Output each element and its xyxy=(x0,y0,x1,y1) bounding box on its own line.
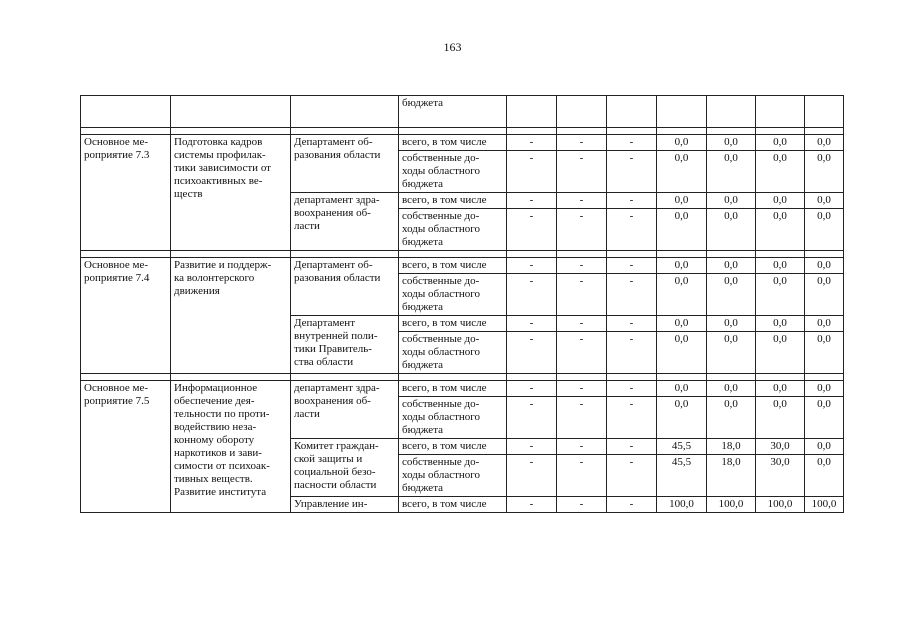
value-cell: - xyxy=(607,135,657,151)
cell-empty xyxy=(81,374,171,381)
cell-empty xyxy=(756,374,805,381)
value-cell: 0,0 xyxy=(657,209,707,251)
value-cell: - xyxy=(557,316,607,332)
source-cell: всего, в том числе xyxy=(399,258,507,274)
cell-empty xyxy=(507,251,557,258)
value-cell: 0,0 xyxy=(707,332,756,374)
page-number: 163 xyxy=(443,40,462,54)
value-cell: 0,0 xyxy=(657,381,707,397)
executor-cell: департамент здра- воохранения об- ласти xyxy=(291,193,399,251)
measure-cell: Основное ме- роприятие 7.3 xyxy=(81,135,171,251)
value-cell: 30,0 xyxy=(756,455,805,497)
value-cell: 0,0 xyxy=(707,397,756,439)
value-cell: - xyxy=(607,497,657,513)
value-cell: 100,0 xyxy=(707,497,756,513)
value-cell: - xyxy=(507,274,557,316)
cell-empty xyxy=(557,96,607,128)
cell-empty xyxy=(171,251,291,258)
cell-empty xyxy=(399,251,507,258)
cell-empty xyxy=(657,128,707,135)
value-cell: 0,0 xyxy=(707,151,756,193)
value-cell: - xyxy=(557,497,607,513)
value-cell: 18,0 xyxy=(707,455,756,497)
continuation-row xyxy=(81,96,844,128)
value-cell: 0,0 xyxy=(805,381,844,397)
value-cell: - xyxy=(507,381,557,397)
value-cell: 0,0 xyxy=(756,397,805,439)
cell-empty xyxy=(291,96,399,128)
value-cell: 0,0 xyxy=(707,316,756,332)
value-cell: 18,0 xyxy=(707,439,756,455)
cell-empty xyxy=(607,128,657,135)
value-cell: 0,0 xyxy=(805,135,844,151)
cell-empty xyxy=(756,251,805,258)
value-cell: - xyxy=(507,135,557,151)
value-cell: 100,0 xyxy=(756,497,805,513)
executor-cell: Департамент внутренней поли- тики Правитель- ства области xyxy=(291,316,399,374)
source-cell: собственные до- ходы областного бюджета xyxy=(399,397,507,439)
value-cell: - xyxy=(557,135,607,151)
spacer-row xyxy=(81,251,844,258)
value-cell: - xyxy=(507,193,557,209)
value-cell: 0,0 xyxy=(657,258,707,274)
value-cell: 0,0 xyxy=(756,381,805,397)
cell-empty xyxy=(707,96,756,128)
value-cell: - xyxy=(557,455,607,497)
executor-cell: Департамент об- разования области xyxy=(291,258,399,316)
source-cell: собственные до- ходы областного бюджета xyxy=(399,274,507,316)
cell-empty xyxy=(291,251,399,258)
value-cell: 0,0 xyxy=(756,151,805,193)
cell-empty xyxy=(607,374,657,381)
value-cell: - xyxy=(557,151,607,193)
cell-empty xyxy=(291,128,399,135)
spacer-row xyxy=(81,374,844,381)
measure-cell: Основное ме- роприятие 7.4 xyxy=(81,258,171,374)
cell-empty xyxy=(607,96,657,128)
value-cell: - xyxy=(557,439,607,455)
cell-empty xyxy=(81,128,171,135)
value-cell: - xyxy=(607,274,657,316)
cell-empty xyxy=(171,374,291,381)
source-cell: всего, в том числе xyxy=(399,381,507,397)
value-cell: 0,0 xyxy=(707,274,756,316)
value-cell: 100,0 xyxy=(657,497,707,513)
value-cell: 0,0 xyxy=(805,316,844,332)
cell-source: бюджета xyxy=(399,96,507,128)
value-cell: 45,5 xyxy=(657,439,707,455)
value-cell: 0,0 xyxy=(805,151,844,193)
value-cell: - xyxy=(607,439,657,455)
source-cell: всего, в том числе xyxy=(399,135,507,151)
value-cell: 0,0 xyxy=(657,151,707,193)
value-cell: 0,0 xyxy=(756,274,805,316)
value-cell: 0,0 xyxy=(805,332,844,374)
value-cell: - xyxy=(507,209,557,251)
value-cell: - xyxy=(507,497,557,513)
cell-empty xyxy=(805,128,844,135)
source-cell: всего, в том числе xyxy=(399,193,507,209)
value-cell: - xyxy=(607,151,657,193)
cell-empty xyxy=(399,128,507,135)
cell-empty xyxy=(657,96,707,128)
value-cell: 0,0 xyxy=(805,258,844,274)
value-cell: - xyxy=(507,455,557,497)
cell-empty xyxy=(81,96,171,128)
table-row xyxy=(81,381,844,397)
value-cell: 0,0 xyxy=(756,316,805,332)
measure-cell: Основное ме- роприятие 7.5 xyxy=(81,381,171,513)
value-cell: - xyxy=(557,258,607,274)
source-cell: собственные до- ходы областного бюджета xyxy=(399,455,507,497)
executor-cell: Комитет граждан- ской защиты и социальной безо- пасности области xyxy=(291,439,399,497)
source-cell: всего, в том числе xyxy=(399,497,507,513)
description-cell: Информационное обеспечение дея- тельности по проти- водействию неза- конному обороту наркотиков и зави- симости от психоак- тивных веществ. Развитие института xyxy=(171,381,291,513)
value-cell: 0,0 xyxy=(756,258,805,274)
cell-empty xyxy=(557,128,607,135)
value-cell: - xyxy=(607,455,657,497)
value-cell: - xyxy=(607,193,657,209)
value-cell: 0,0 xyxy=(805,209,844,251)
value-cell: 0,0 xyxy=(657,274,707,316)
cell-empty xyxy=(171,96,291,128)
cell-empty xyxy=(805,96,844,128)
cell-empty xyxy=(707,374,756,381)
value-cell: - xyxy=(557,397,607,439)
value-cell: 30,0 xyxy=(756,439,805,455)
cell-empty xyxy=(81,251,171,258)
value-cell: 0,0 xyxy=(707,381,756,397)
value-cell: 0,0 xyxy=(756,209,805,251)
executor-cell: Управление ин- xyxy=(291,497,399,513)
value-cell: - xyxy=(557,381,607,397)
value-cell: - xyxy=(607,332,657,374)
value-cell: 0,0 xyxy=(707,209,756,251)
value-cell: 0,0 xyxy=(805,397,844,439)
value-cell: 0,0 xyxy=(805,274,844,316)
cell-empty xyxy=(756,96,805,128)
value-cell: - xyxy=(557,209,607,251)
value-cell: 0,0 xyxy=(805,439,844,455)
cell-empty xyxy=(607,251,657,258)
cell-empty xyxy=(657,251,707,258)
source-cell: всего, в том числе xyxy=(399,316,507,332)
source-cell: собственные до- ходы областного бюджета xyxy=(399,151,507,193)
description-cell: Подготовка кадров системы профилак- тики зависимости от психоактивных ве- ществ xyxy=(171,135,291,251)
source-cell: всего, в том числе xyxy=(399,439,507,455)
budget-table xyxy=(80,95,844,513)
value-cell: - xyxy=(607,209,657,251)
value-cell: 0,0 xyxy=(707,258,756,274)
source-cell: собственные до- ходы областного бюджета xyxy=(399,209,507,251)
cell-empty xyxy=(707,251,756,258)
value-cell: 0,0 xyxy=(805,455,844,497)
cell-empty xyxy=(756,128,805,135)
cell-empty xyxy=(805,251,844,258)
cell-empty xyxy=(657,374,707,381)
value-cell: - xyxy=(507,397,557,439)
cell-empty xyxy=(399,374,507,381)
value-cell: - xyxy=(557,193,607,209)
cell-empty xyxy=(805,374,844,381)
value-cell: - xyxy=(507,439,557,455)
value-cell: 0,0 xyxy=(707,135,756,151)
value-cell: 0,0 xyxy=(756,332,805,374)
value-cell: - xyxy=(607,258,657,274)
executor-cell: Департамент об- разования области xyxy=(291,135,399,193)
source-cell: собственные до- ходы областного бюджета xyxy=(399,332,507,374)
cell-empty xyxy=(291,374,399,381)
value-cell: - xyxy=(607,316,657,332)
cell-empty xyxy=(507,128,557,135)
cell-empty xyxy=(557,374,607,381)
value-cell: - xyxy=(507,258,557,274)
value-cell: - xyxy=(507,151,557,193)
value-cell: 0,0 xyxy=(756,193,805,209)
value-cell: - xyxy=(557,274,607,316)
value-cell: 0,0 xyxy=(756,135,805,151)
value-cell: - xyxy=(607,397,657,439)
value-cell: 0,0 xyxy=(657,316,707,332)
executor-cell: департамент здра- воохранения об- ласти xyxy=(291,381,399,439)
cell-empty xyxy=(507,374,557,381)
value-cell: - xyxy=(507,316,557,332)
spacer-row xyxy=(81,128,844,135)
table-row xyxy=(81,258,844,274)
value-cell: 45,5 xyxy=(657,455,707,497)
cell-empty xyxy=(507,96,557,128)
value-cell: 0,0 xyxy=(657,193,707,209)
value-cell: - xyxy=(557,332,607,374)
value-cell: 100,0 xyxy=(805,497,844,513)
value-cell: 0,0 xyxy=(657,397,707,439)
value-cell: 0,0 xyxy=(657,135,707,151)
value-cell: 0,0 xyxy=(707,193,756,209)
value-cell: 0,0 xyxy=(657,332,707,374)
value-cell: 0,0 xyxy=(805,193,844,209)
table-row xyxy=(81,135,844,151)
cell-empty xyxy=(707,128,756,135)
value-cell: - xyxy=(507,332,557,374)
cell-empty xyxy=(557,251,607,258)
value-cell: - xyxy=(607,381,657,397)
cell-empty xyxy=(171,128,291,135)
description-cell: Развитие и поддерж- ка волонтерского движения xyxy=(171,258,291,374)
